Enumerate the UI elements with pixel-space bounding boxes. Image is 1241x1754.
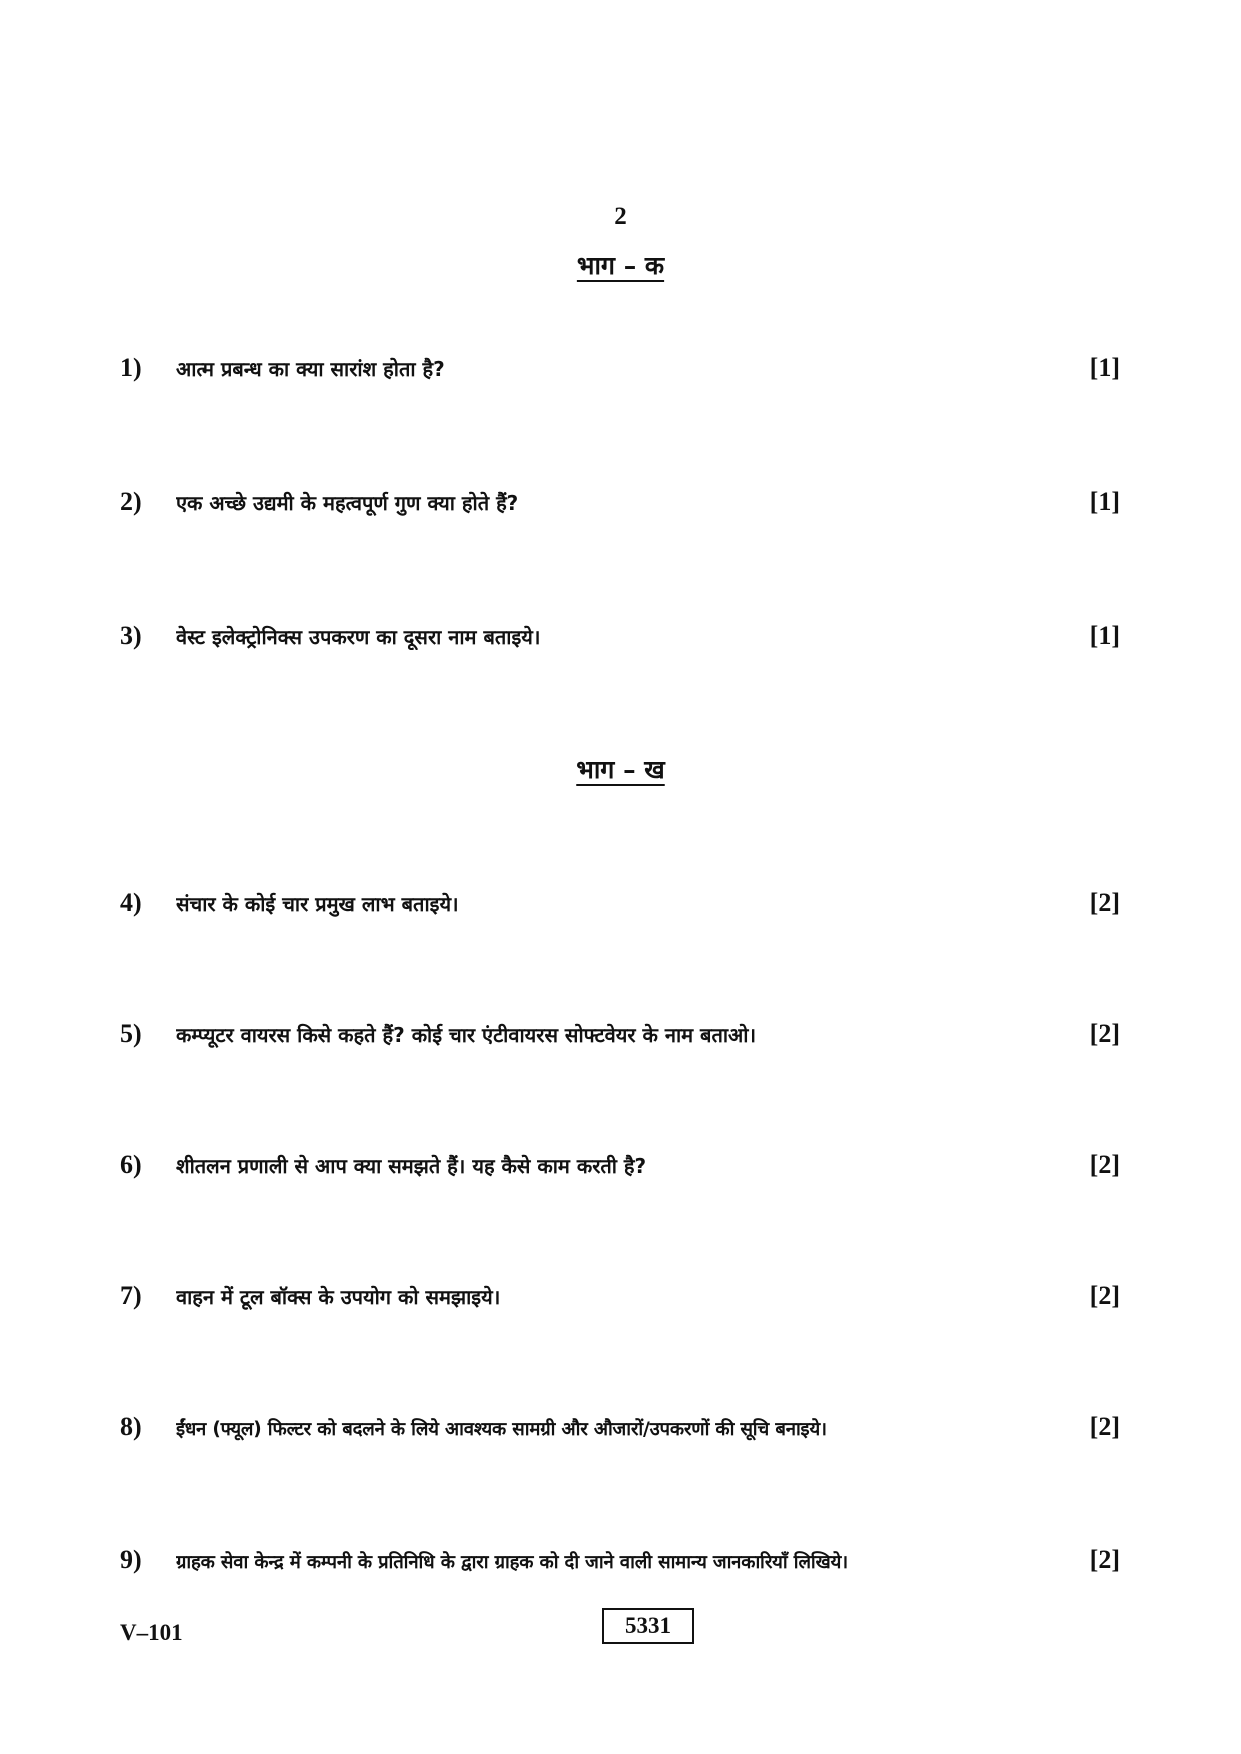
question-text: संचार के कोई चार प्रमुख लाभ बताइये। <box>176 892 459 916</box>
question-marks: [2] <box>1089 1150 1120 1179</box>
page-number: 2 <box>614 203 627 230</box>
question-text: शीतलन प्रणाली से आप क्या समझते हैं। यह कैसे काम करती है? <box>176 1154 647 1178</box>
question-6 <box>120 1150 1120 1190</box>
paper-code: V–101 <box>120 1620 183 1645</box>
question-9 <box>120 1545 1120 1585</box>
question-number: 8) <box>120 1412 142 1441</box>
question-number: 2) <box>120 487 142 516</box>
question-number: 6) <box>120 1150 142 1179</box>
question-marks: [2] <box>1089 1281 1120 1310</box>
question-8 <box>120 1412 1120 1452</box>
section-heading-b: भाग – ख <box>576 755 665 784</box>
question-marks: [2] <box>1089 1019 1120 1048</box>
question-text: कम्प्यूटर वायरस किसे कहते हैं? कोई चार एंटीवायरस सोफ्टवेयर के नाम बताओ। <box>176 1023 757 1047</box>
question-marks: [2] <box>1089 1545 1120 1574</box>
question-number: 3) <box>120 621 142 650</box>
question-marks: [1] <box>1089 353 1120 382</box>
question-number: 1) <box>120 353 142 382</box>
question-text: एक अच्छे उद्यमी के महत्वपूर्ण गुण क्या होते हैं? <box>176 491 519 515</box>
question-marks: [2] <box>1089 1412 1120 1441</box>
question-text: वेस्ट इलेक्ट्रोनिक्स उपकरण का दूसरा नाम बताइये। <box>176 625 541 649</box>
question-text: वाहन में टूल बॉक्स के उपयोग को समझाइये। <box>176 1285 501 1309</box>
question-text: ग्राहक सेवा केन्द्र में कम्पनी के प्रतिनिधि के द्वारा ग्राहक को दी जाने वाली सामान्य जानकारियाँ लिखिये। <box>176 1552 848 1573</box>
question-3 <box>120 621 1120 661</box>
question-number: 5) <box>120 1019 142 1048</box>
question-5 <box>120 1019 1120 1059</box>
question-marks: [1] <box>1089 487 1120 516</box>
question-number: 4) <box>120 888 142 917</box>
question-marks: [2] <box>1089 888 1120 917</box>
question-text: आत्म प्रबन्ध का क्या सारांश होता है? <box>176 357 445 381</box>
question-2 <box>120 487 1120 527</box>
question-text: ईंधन (फ्यूल) फिल्टर को बदलने के लिये आवश्यक सामग्री और औजारों/उपकरणों की सूचि बनाइये। <box>176 1419 827 1440</box>
question-marks: [1] <box>1089 621 1120 650</box>
question-7 <box>120 1281 1120 1321</box>
section-heading-a: भाग – क <box>576 251 665 280</box>
question-4 <box>120 888 1120 928</box>
question-number: 9) <box>120 1545 142 1574</box>
paper-number-box: 5331 <box>602 1608 694 1644</box>
question-number: 7) <box>120 1281 142 1310</box>
question-1 <box>120 353 1120 393</box>
